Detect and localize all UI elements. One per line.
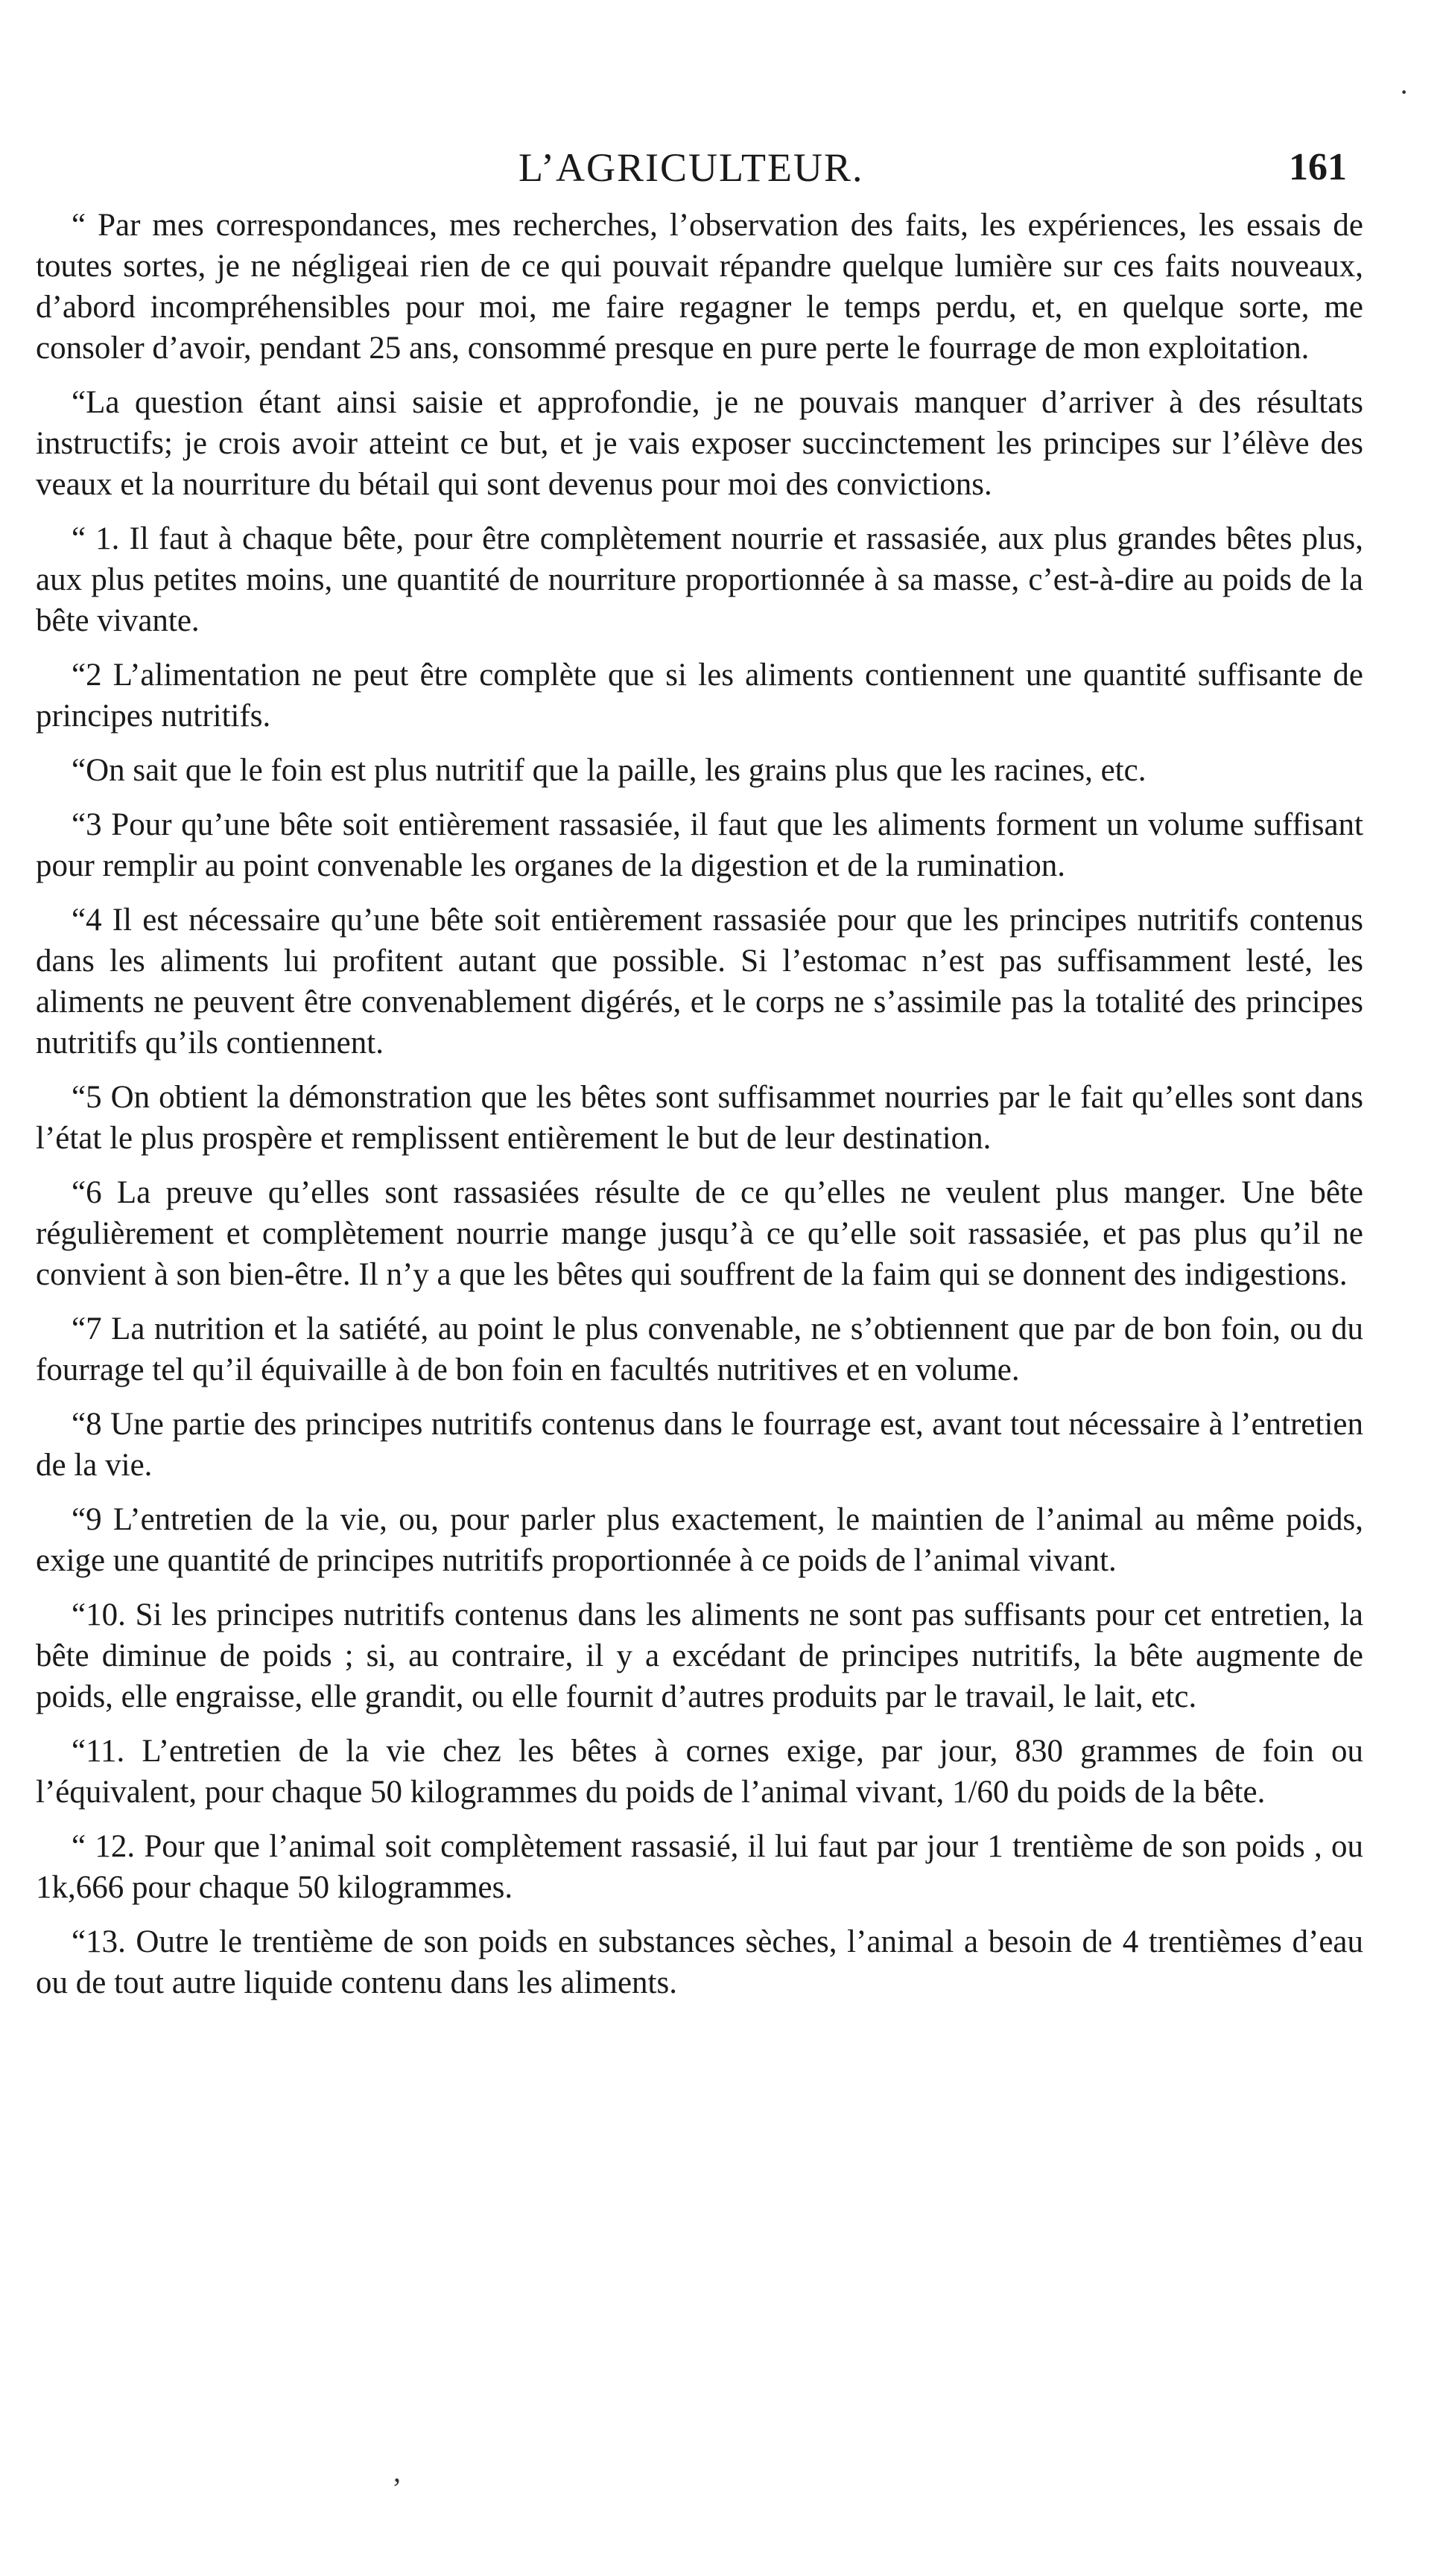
running-head: [36, 134, 1347, 201]
stray-ink-mark: ·: [1399, 75, 1409, 109]
paragraph-principle-8: “8 Une partie des principes nutritifs contenus dans le fourrage est, avant tout nécessaire à l’entretien de la vie.: [36, 1407, 1363, 1483]
paragraph-principle-12: “ 12. Pour que l’animal soit complètement rassasié, il lui faut par jour 1 trentième de son poids , ou 1k,666 pour chaque 50 kilogrammes.: [36, 1829, 1363, 1905]
paragraph-principle-4: “4 Il est nécessaire qu’une bête soit entièrement rassasiée pour que les principes nutritifs contenus dans les aliments lui profitent autant que possible. Si l’estomac n’est pas suffisamment lesté, les aliments ne peuvent être convenablement digérés, et le corps ne s’assimile pas la totalité des principes nutritifs qu’ils contiennent.: [36, 903, 1363, 1060]
body-text: [36, 205, 1363, 2017]
paragraph-principle-6: “6 La preuve qu’elles sont rassasiées résulte de ce qu’elles ne veulent plus manger. Une bête régulièrement et complètement nourrie mange jusqu’à ce qu’elle soit rassasiée, et pas plus qu’il ne convient à son bien-être. Il n’y a que les bêtes qui souffrent de la faim qui se donnent des indigestions.: [36, 1175, 1363, 1292]
paragraph-intro: “ Par mes correspondances, mes recherches, l’observation des faits, les expériences, les essais de toutes sortes, je ne négligeai rien de ce qui pouvait répandre quelque lumière sur ces faits nouveaux, d’abord incompréhensibles pour moi, me faire regagner le temps perdu, et, en quelque sorte, me consoler d’avoir, pendant 25 ans, consommé presque en pure perte le fourrage de mon exploitation.: [36, 208, 1363, 366]
paragraph-principle-10: “10. Si les principes nutritifs contenus dans les aliments ne sont pas suffisants pour cet entretien, la bête diminue de poids ; si, au contraire, il y a excédant de principes nutritifs, la bête augmente de poids, elle engraisse, elle grandit, ou elle fournit d’autres produits par le travail, le lait, etc.: [36, 1597, 1363, 1714]
paragraph-principle-7: “7 La nutrition et la satiété, au point le plus convenable, ne s’obtiennent que par de bon foin, ou du fourrage tel qu’il équivaille à de bon foin en facultés nutritives et en volume.: [36, 1311, 1363, 1387]
stray-ink-mark: ʼ: [392, 2472, 402, 2505]
paragraph-principle-11: “11. L’entretien de la vie chez les bêtes à cornes exige, par jour, 830 grammes de foin ou l’équivalent, pour chaque 50 kilogrammes du poids de l’animal vivant, 1/60 du poids de la bête.: [36, 1734, 1363, 1810]
paragraph-principle-3: “3 Pour qu’une bête soit entièrement rassasiée, il faut que les aliments forment un volume suffisant pour remplir au point convenable les organes de la digestion et de la rumination.: [36, 807, 1363, 883]
paragraph-question: “La question étant ainsi saisie et approfondie, je ne pouvais manquer d’arriver à des résultats instructifs; je crois avoir atteint ce but, et je vais exposer succinctement les principes sur l’élève des veaux et la nourriture du bétail qui sont devenus pour moi des convictions.: [36, 385, 1363, 502]
running-title: L’AGRICULTEUR.: [518, 145, 864, 190]
paragraph-note-foin: “On sait que le foin est plus nutritif que la paille, les grains plus que les racines, etc.: [72, 753, 1146, 788]
paragraph-principle-1: “ 1. Il faut à chaque bête, pour être complètement nourrie et rassasiée, aux plus grandes bêtes plus, aux plus petites moins, une quantité de nourriture proportionnée à sa masse, c’est-à-dire au poids de la bête vivante.: [36, 521, 1363, 638]
paragraph-principle-2: “2 L’alimentation ne peut être complète que si les aliments contiennent une quantité suffisante de principes nutritifs.: [36, 658, 1363, 734]
paragraph-principle-13: “13. Outre le trentième de son poids en substances sèches, l’animal a besoin de 4 trentièmes d’eau ou de tout autre liquide contenu dans les aliments.: [36, 1924, 1363, 2000]
paragraph-principle-5: “5 On obtient la démonstration que les bêtes sont suffisammet nourries par le fait qu’elles sont dans l’état le plus prospère et remplissent entièrement le but de leur destination.: [36, 1080, 1363, 1156]
paragraph-principle-9: “9 L’entretien de la vie, ou, pour parler plus exactement, le maintien de l’animal au même poids, exige une quantité de principes nutritifs proportionnée à ce poids de l’animal vivant.: [36, 1502, 1363, 1578]
page-number: 161: [1289, 146, 1347, 188]
